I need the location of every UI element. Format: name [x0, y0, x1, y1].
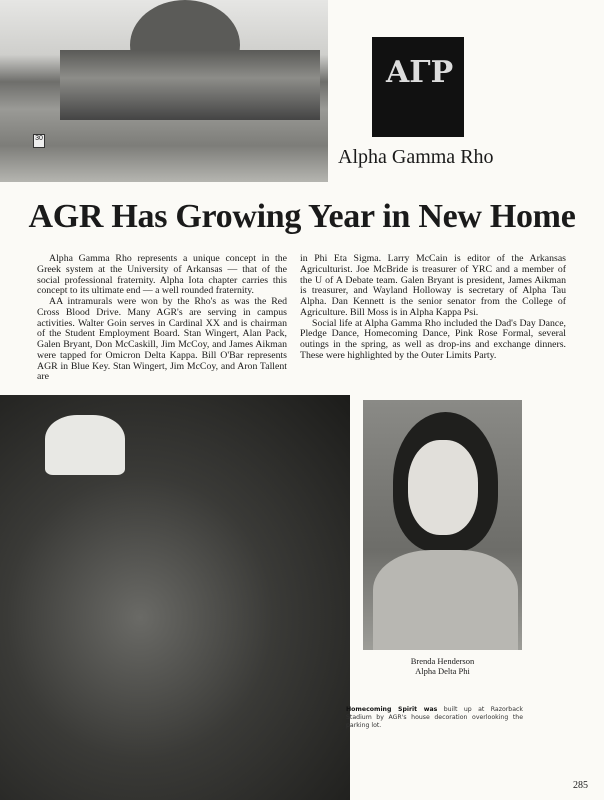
article-column-1: [37, 254, 287, 383]
portrait-caption: [363, 656, 522, 676]
paragraph: AA intramurals were won by the Rho's as was the Red Cross Blood Drive. Many AGR's are serving in campus activities. Walter Goin serves in Cardinal XX and is chairman of the Student Employment Board. Stan Wingert, Alan Pack, Galen Bryant, Don McCaskill, Jim McCoy, and James Aikman were tapped for Omicron Delta Kappa. Bill O'Bar represents AGR in Blue Key. Stan Wingert, Jim McCoy, and Aron Tallent are: [37, 296, 287, 383]
caption-lead: Homecoming Spirit was: [346, 706, 438, 713]
house-building: [60, 50, 320, 120]
crest-letters: AΓP: [386, 55, 454, 90]
chapter-house-photo: [0, 0, 328, 182]
portrait-name: Brenda Henderson: [410, 656, 475, 666]
chef-hat: [45, 415, 125, 475]
speed-limit-sign: 30: [33, 134, 45, 148]
paragraph: Social life at Alpha Gamma Rho included the Dad's Day Dance, Pledge Dance, Homecoming Dance, Pink Rose Formal, several outings in the spring, as well as drop-ins and exchange dinners. These were highlighted by the Outer Limits Party.: [300, 317, 566, 361]
article-column-2: [300, 254, 566, 362]
dress: [373, 550, 518, 650]
photo-caption: [346, 706, 523, 730]
chapter-title: Alpha Gamma Rho: [338, 146, 494, 168]
portrait-photo: [363, 400, 522, 650]
page-number: 285: [573, 780, 588, 791]
face: [408, 440, 478, 535]
caption-text: built up at Razorback Stadium by AGR's house decoration overlooking the parking lot.: [346, 706, 523, 729]
homecoming-decoration-photo: [0, 395, 350, 800]
portrait-affiliation: Alpha Delta Phi: [415, 666, 470, 676]
headline: AGR Has Growing Year in New Home: [28, 198, 576, 235]
paragraph: in Phi Eta Sigma. Larry McCain is editor of the Arkansas Agriculturist. Joe McBride is treasurer of YRC and a member of the U of A Debate team. Galen Bryant is president, James Aikman is treasurer, and Wayland Holloway is secretary of Alpha Tau Alpha. Dan Kennett is the senior senator from the College of Agriculture. Bill Moss is in Alpha Kappa Psi.: [300, 253, 566, 318]
paragraph: Alpha Gamma Rho represents a unique concept in the Greek system at the University of Arkansas — that of the social professional fraternity. Alpha Iota chapter carries this concept to its ultimate end — a well rounded fraternity.: [37, 253, 287, 297]
fraternity-crest: [372, 37, 464, 137]
